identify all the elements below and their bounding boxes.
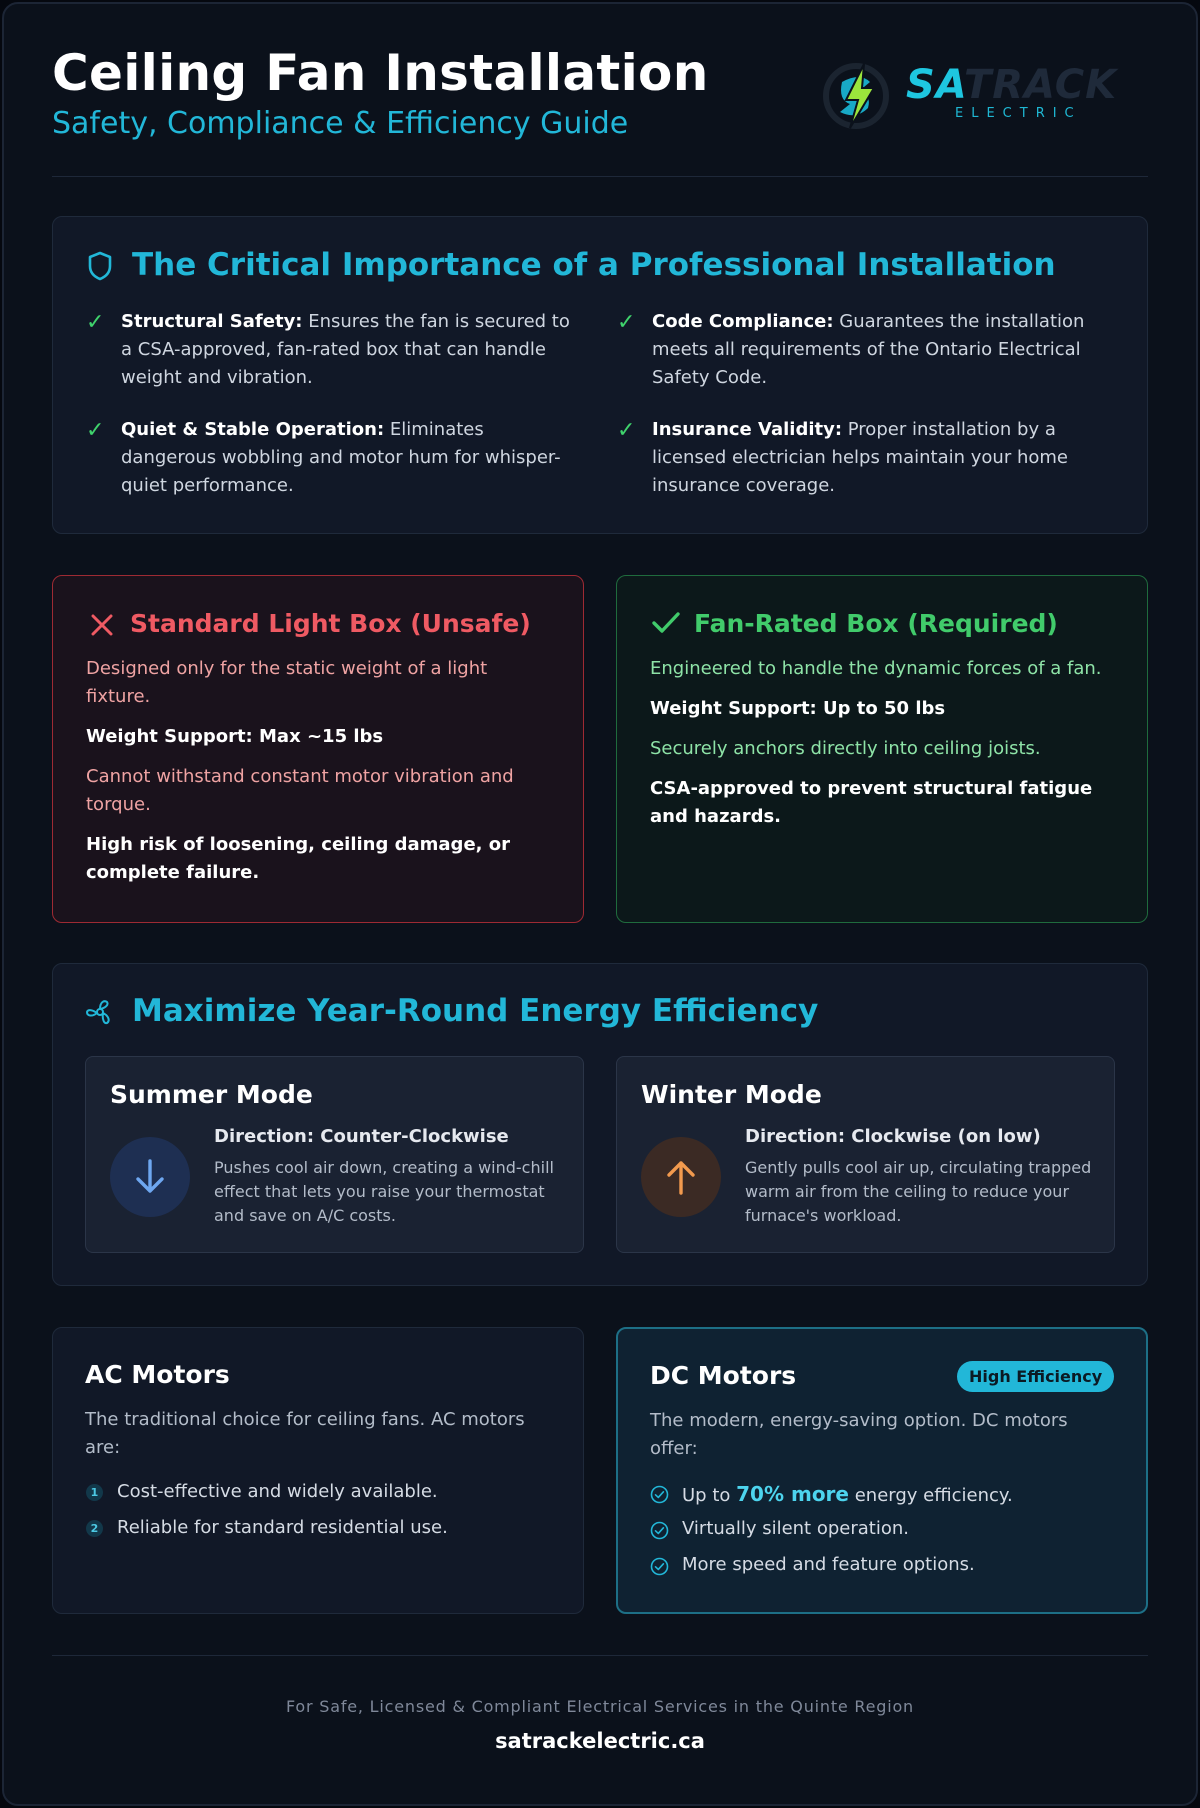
importance-item-structural: Structural Safety: Ensures the fan is secured to a CSA-approved, fan-rated box that can handle weight and vibration. [121, 311, 570, 388]
unsafe-box-vibration: Cannot withstand constant motor vibration and torque. [86, 766, 514, 815]
importance-item-quiet: Quiet & Stable Operation: Eliminates dangerous wobbling and motor hum for whisper-quiet performance. [121, 419, 561, 496]
dc-item-efficiency: Up to 70% more energy efficiency. [682, 1482, 1013, 1506]
page-title: Ceiling Fan Installation [52, 44, 709, 102]
winter-arrow-badge [641, 1137, 721, 1217]
winter-desc: Gently pulls cool air up, circulating trapped warm air from the ceiling to reduce your furnace's workload. [745, 1158, 1092, 1225]
check-icon: ✓ [617, 418, 636, 443]
summer-desc: Pushes cool air down, creating a wind-chill effect that lets you raise your thermostat and save on A/C costs. [214, 1158, 554, 1225]
ac-motors-intro: The traditional choice for ceiling fans. AC motors are: [85, 1409, 525, 1458]
dc-motors-title: DC Motors [650, 1361, 797, 1390]
unsafe-box-weight: Weight Support: Max ~15 lbs [86, 726, 384, 747]
unsafe-box-title: Standard Light Box (Unsafe) [130, 609, 531, 638]
number-badge: 2 [86, 1520, 103, 1537]
importance-title: The Critical Importance of a Professional Installation [132, 247, 1056, 283]
safe-box-csa: CSA-approved to prevent structural fatigue and hazards. [650, 778, 1093, 827]
logo-wordmark: SATRACK [906, 62, 1118, 108]
footer-divider [52, 1655, 1148, 1656]
dc-item-speed: More speed and feature options. [682, 1554, 975, 1575]
brand-logo [820, 56, 1146, 146]
check-icon: ✓ [617, 310, 636, 335]
safe-box-desc: Engineered to handle the dynamic forces of a fan. [650, 658, 1102, 679]
number-badge: 1 [86, 1484, 103, 1501]
check-circle-icon [650, 1485, 669, 1504]
summer-arrow-badge [110, 1137, 190, 1217]
check-icon [651, 610, 681, 636]
arrow-down-icon [110, 1137, 190, 1217]
safe-box-title: Fan-Rated Box (Required) [694, 609, 1058, 638]
close-icon [89, 612, 115, 638]
ac-motors-title: AC Motors [85, 1360, 230, 1389]
check-circle-icon [650, 1521, 669, 1540]
safe-box-anchors: Securely anchors directly into ceiling joists. [650, 738, 1041, 759]
ac-item-2: Reliable for standard residential use. [117, 1517, 448, 1538]
check-icon: ✓ [86, 418, 105, 443]
high-efficiency-badge: High Efficiency [957, 1361, 1114, 1392]
importance-item-code: Code Compliance: Guarantees the installation meets all requirements of the Ontario Electrical Safety Code. [652, 311, 1085, 388]
header-divider [52, 176, 1148, 177]
ac-item-1: Cost-effective and widely available. [117, 1481, 438, 1502]
logo-subtext: ELECTRIC [955, 106, 1082, 121]
check-circle-icon [650, 1557, 669, 1576]
unsafe-box-desc: Designed only for the static weight of a light fixture. [86, 658, 488, 707]
summer-direction: Direction: Counter-Clockwise [214, 1126, 509, 1147]
summer-mode-title: Summer Mode [110, 1080, 313, 1109]
page-subtitle: Safety, Compliance & Efficiency Guide [52, 106, 629, 141]
dc-motors-intro: The modern, energy-saving option. DC motors offer: [650, 1410, 1068, 1459]
winter-direction: Direction: Clockwise (on low) [745, 1126, 1041, 1147]
check-icon: ✓ [86, 310, 105, 335]
footer-website-link[interactable]: satrackelectric.ca [495, 1729, 705, 1753]
shield-icon [86, 250, 114, 282]
bolt-logo-icon [820, 58, 896, 134]
unsafe-box-risk: High risk of loosening, ceiling damage, or complete failure. [86, 834, 511, 883]
importance-item-insurance: Insurance Validity: Proper installation by a licensed electrician helps maintain your home insurance coverage. [652, 419, 1068, 496]
safe-box-weight: Weight Support: Up to 50 lbs [650, 698, 946, 719]
arrow-up-icon [641, 1137, 721, 1217]
winter-mode-title: Winter Mode [641, 1080, 822, 1109]
dc-item-silent: Virtually silent operation. [682, 1518, 909, 1539]
fan-icon [84, 996, 116, 1028]
efficiency-title: Maximize Year-Round Energy Efficiency [132, 993, 819, 1029]
footer-tagline: For Safe, Licensed & Compliant Electrical Services in the Quinte Region [285, 1697, 914, 1716]
